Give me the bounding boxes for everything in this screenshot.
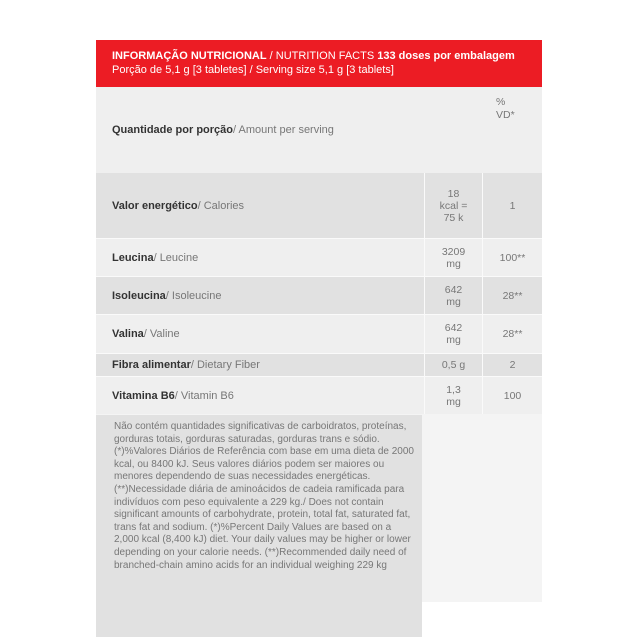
- amount-label-en: / Amount per serving: [233, 124, 334, 136]
- nutrient-amount: [424, 277, 482, 314]
- table-row: [96, 377, 542, 414]
- nutrient-daily-value: 2: [482, 354, 542, 376]
- nutrient-name: [96, 239, 424, 276]
- header-title-pt: INFORMAÇÃO NUTRICIONAL: [112, 50, 267, 62]
- table-row: [96, 239, 542, 276]
- daily-value-header: [496, 96, 515, 122]
- nutrient-amount-text: 642 mg: [444, 322, 463, 346]
- table-row: [96, 315, 542, 353]
- nutrient-amount: [424, 173, 482, 238]
- header-title-line: [112, 49, 526, 63]
- vd-label: VD*: [496, 109, 515, 121]
- nutrient-amount-text: 18 kcal = 75 k: [439, 187, 468, 224]
- nutrient-name-en: / Leucine: [153, 251, 199, 264]
- footnote: Não contém quantidades significativas de carboidratos, proteínas, gorduras totais, gorduras saturadas, gorduras trans e sódio. (*)%Valores Diários de Referência com base em uma dieta de 2000 kcal, ou 8400 kJ. Seus valores diários podem ser maiores ou menores dependendo de suas necessidades energéticas. (**)Necessidade diária de aminoácidos de cadeia ramificada para indivíduos com peso equivalente a 229 kg./ Does not contain significant amounts of carbohydrate, protein, total fat, saturated fat, trans fat and sodium. (*)%Percent Daily Values are based on a 2,000 kcal (8,400 kJ) diet. Your daily values may be higher or lower depending on your calorie needs. (**)Recommended daily need of branched-chain amino acids for an individual weighing 229 kg: [96, 415, 422, 637]
- nutrient-amount: 0,5 g: [424, 354, 482, 376]
- nutrient-amount-text: 3209 mg: [441, 245, 466, 270]
- nutrient-amount: [424, 239, 482, 276]
- table-row: [96, 354, 542, 376]
- nutrient-name-pt: Leucina: [112, 251, 154, 264]
- nutrient-amount: [424, 315, 482, 353]
- amount-per-serving-row: [96, 87, 542, 173]
- table-row: [96, 173, 542, 238]
- table-row: [96, 277, 542, 314]
- nutrient-name-pt: Fibra alimentar: [112, 359, 191, 371]
- nutrient-daily-value: 100**: [482, 239, 542, 276]
- nutrient-daily-value: 1: [482, 173, 542, 238]
- header-title-en: / NUTRITION FACTS: [266, 50, 378, 62]
- nutrient-name: [96, 354, 424, 376]
- nutrient-name-pt: Valina: [112, 328, 144, 340]
- nutrient-daily-value: 100: [482, 377, 542, 414]
- nutrient-name: [96, 377, 424, 414]
- vd-percent: %: [496, 96, 506, 108]
- header-doses: 133 doses por embalagem: [377, 50, 515, 62]
- nutrient-daily-value: 28**: [482, 277, 542, 314]
- nutrient-name-en: / Isoleucine: [165, 289, 222, 302]
- header-serving: Porção de 5,1 g [3 tabletes] / Serving size 5,1 g [3 tablets]: [112, 64, 394, 76]
- nutrient-name: [96, 173, 424, 238]
- nutrient-name-pt: Isoleucina: [112, 289, 166, 302]
- nutrient-name: [96, 315, 424, 353]
- amount-label: [96, 87, 482, 173]
- nutrient-name-en: / Dietary Fiber: [190, 359, 260, 371]
- nutrient-amount-text: 1,3 mg: [446, 383, 461, 408]
- nutrient-daily-value: 28**: [482, 315, 542, 353]
- nutrient-amount: [424, 377, 482, 414]
- nutrient-name-en: / Vitamin B6: [174, 389, 234, 402]
- nutrient-name-pt: Valor energético: [112, 199, 198, 212]
- nutrition-header: [96, 40, 542, 87]
- nutrient-name-pt: Vitamina B6: [112, 389, 175, 402]
- nutrient-amount-text: 642 mg: [444, 283, 463, 308]
- amount-label-pt: Quantidade por porção: [112, 124, 234, 136]
- nutrient-name: [96, 277, 424, 314]
- nutrient-name-en: / Calories: [197, 199, 245, 212]
- nutrition-facts-panel: [96, 40, 542, 602]
- nutrient-name-en: / Valine: [143, 328, 180, 340]
